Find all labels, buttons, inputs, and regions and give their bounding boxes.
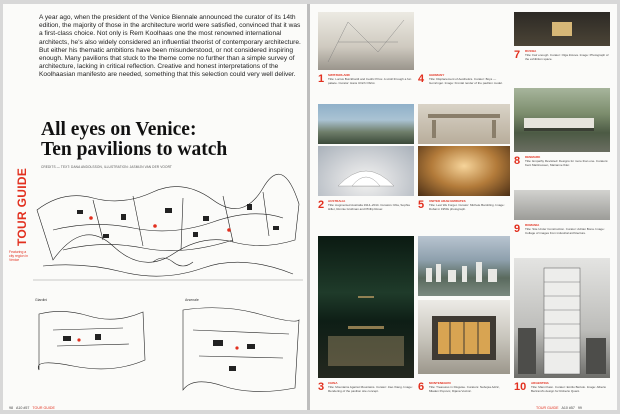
pavilion-5-caption bbox=[429, 200, 509, 212]
pavilion-10-number: 10 bbox=[514, 381, 527, 393]
venice-map-illustration bbox=[33, 170, 303, 296]
right-page-number: 99 bbox=[577, 406, 582, 410]
right-footer bbox=[536, 406, 582, 410]
pavilion-10-text: Title: Mami Kasn. Curator: Emilio Bertolo. Image: Alberto Bertrand's design for Roberto Quant. bbox=[531, 384, 607, 393]
photo-russia-top bbox=[514, 12, 610, 46]
pavilion-1-name: SWITZERLAND bbox=[328, 73, 350, 77]
pavilion-2-name: AUSTRALIA bbox=[328, 199, 346, 203]
headline-line-1: All eyes on Venice: bbox=[41, 119, 197, 140]
left-section: TOUR GUIDE bbox=[32, 406, 55, 410]
map-label-giardini: Giardini bbox=[35, 298, 48, 302]
left-footer bbox=[9, 406, 55, 410]
tour-guide-label: TOUR GUIDE bbox=[15, 167, 29, 246]
page-headline bbox=[41, 120, 301, 160]
left-magazine: A10 #57 bbox=[16, 406, 30, 410]
credits: CREDITS — TEXT: DANA ANDOLSSON, ILLUSTRATION: JASMIJN VAN DER VOORT bbox=[41, 165, 172, 169]
tour-guide-vertical-title bbox=[9, 167, 35, 246]
pavilion-8-number: 8 bbox=[514, 155, 521, 167]
pavilion-3-text: Title: Mountains Against Mountains. Curator: Jiao Xiang. Image: Rendering of the pavilion site concept. bbox=[328, 384, 413, 393]
right-magazine: A10 #57 bbox=[561, 406, 575, 410]
photo-china bbox=[318, 236, 414, 378]
pavilion-7-text: Title: Fair enough. Curator: Olga Zotova. Image: Photograph of the exhibition space. bbox=[525, 52, 609, 61]
pavilion-4-number: 4 bbox=[418, 73, 425, 85]
left-page-number: 98 bbox=[9, 406, 13, 410]
pavilion-2-text: Title: Augmented Australia 1914–2014. Curators: Rita, Sophia Hiller, Ronnie Grollman and Phillip Roser. bbox=[328, 202, 410, 211]
pavilion-5-text: Title: Lest We Forget. Curator: Michele Bambling. Image: Dubai in 1950s photograph. bbox=[429, 202, 505, 211]
photo-argentina bbox=[514, 258, 610, 378]
photo-germany bbox=[418, 104, 510, 144]
photo-romania-top bbox=[514, 190, 610, 220]
photo-denmark bbox=[514, 88, 610, 152]
intro-paragraph: A year ago, when the president of the Venice Biennale announced the curator of its 14th edition, the majority of those in the architecture world were satisfied, convinced that it was a first-class choice. Not only is Rem Koolhaas one the most renowned international architects, he's also widely considered an influential theorist of contemporary architecture. But either his thematic ambitions have been misunderstood, or not considered inspiring enough. Many pavilions that stuck to the theme come no further than a simple survey of architecture, lacking in critical reflection. Creative and honest interpretations of the Koolhaasian manifesto are needed, something that this selection could very well deliver. bbox=[39, 14, 301, 79]
pavilion-7-name: RUSSIA bbox=[525, 49, 537, 53]
side-note: Featuring a city region in Venice bbox=[9, 250, 29, 262]
pavilion-3-name: CHINA bbox=[328, 381, 338, 385]
pavilion-8-text: Title: Empathy Revisited: Designs for more than one. Curators: Kent Martinussen, Marianne Ibler. bbox=[525, 158, 609, 167]
pavilion-2-number: 2 bbox=[318, 199, 325, 211]
pavilion-6-caption bbox=[429, 382, 509, 394]
pavilion-4-name: GERMANY bbox=[429, 73, 445, 77]
pavilion-3-number: 3 bbox=[318, 381, 325, 393]
pavilion-10-name: ARGENTINA bbox=[531, 381, 549, 385]
headline-line-2: Ten pavilions to watch bbox=[41, 139, 228, 160]
pavilion-5-name: UNITED ARAB EMIRATES bbox=[429, 199, 466, 203]
photo-montenegro bbox=[418, 300, 510, 374]
pavilion-6-text: Title: Treasures in Disguise. Curators: Nebojsa Adzic, Mladen Popovic, Dijana Vucinic. bbox=[429, 384, 500, 393]
pavilion-4-text: Title: Displacement of Aesthetics. Curator: Boys — Gomringer. Image: Frontal render of the pavilion model. bbox=[429, 76, 503, 85]
pavilion-7-caption bbox=[525, 50, 610, 62]
pavilion-9-number: 9 bbox=[514, 223, 521, 235]
right-page bbox=[310, 4, 617, 410]
pavilion-1-caption bbox=[328, 74, 414, 86]
photo-uae-city bbox=[418, 236, 510, 296]
pavilion-8-caption bbox=[525, 156, 610, 168]
pavilion-6-name: MONTENEGRO bbox=[429, 381, 451, 385]
giardini-arsenale-maps bbox=[33, 300, 303, 400]
pavilion-1-number: 1 bbox=[318, 73, 325, 85]
photo-australia-2 bbox=[318, 146, 414, 196]
pavilion-9-text: Title: Site Under Construction. Curator: Adrian Bona. Image: Collage of images from industrial architecture. bbox=[525, 226, 605, 235]
pavilion-9-caption bbox=[525, 224, 610, 236]
left-page bbox=[3, 4, 307, 410]
pavilion-2-caption bbox=[328, 200, 414, 212]
pavilion-9-name: ROMANIA bbox=[525, 223, 540, 227]
pavilion-3-caption bbox=[328, 382, 414, 394]
pavilion-1-text: Title: Lucius Burckhardt and Cedric Price: A stroll through a fun palace. Curator: Hans Ulrich Obrist. bbox=[328, 76, 412, 85]
photo-uae bbox=[418, 146, 510, 196]
map-label-arsenale: Arsenale bbox=[185, 298, 199, 302]
pavilion-6-number: 6 bbox=[418, 381, 425, 393]
photo-australia-1 bbox=[318, 104, 414, 144]
pavilion-7-number: 7 bbox=[514, 49, 521, 61]
pavilion-5-number: 5 bbox=[418, 199, 425, 211]
right-section: TOUR GUIDE bbox=[536, 406, 559, 410]
pavilion-10-caption bbox=[531, 382, 610, 394]
pavilion-4-caption bbox=[429, 74, 509, 86]
photo-switzerland bbox=[318, 12, 414, 70]
pavilion-8-name: DENMARK bbox=[525, 155, 541, 159]
